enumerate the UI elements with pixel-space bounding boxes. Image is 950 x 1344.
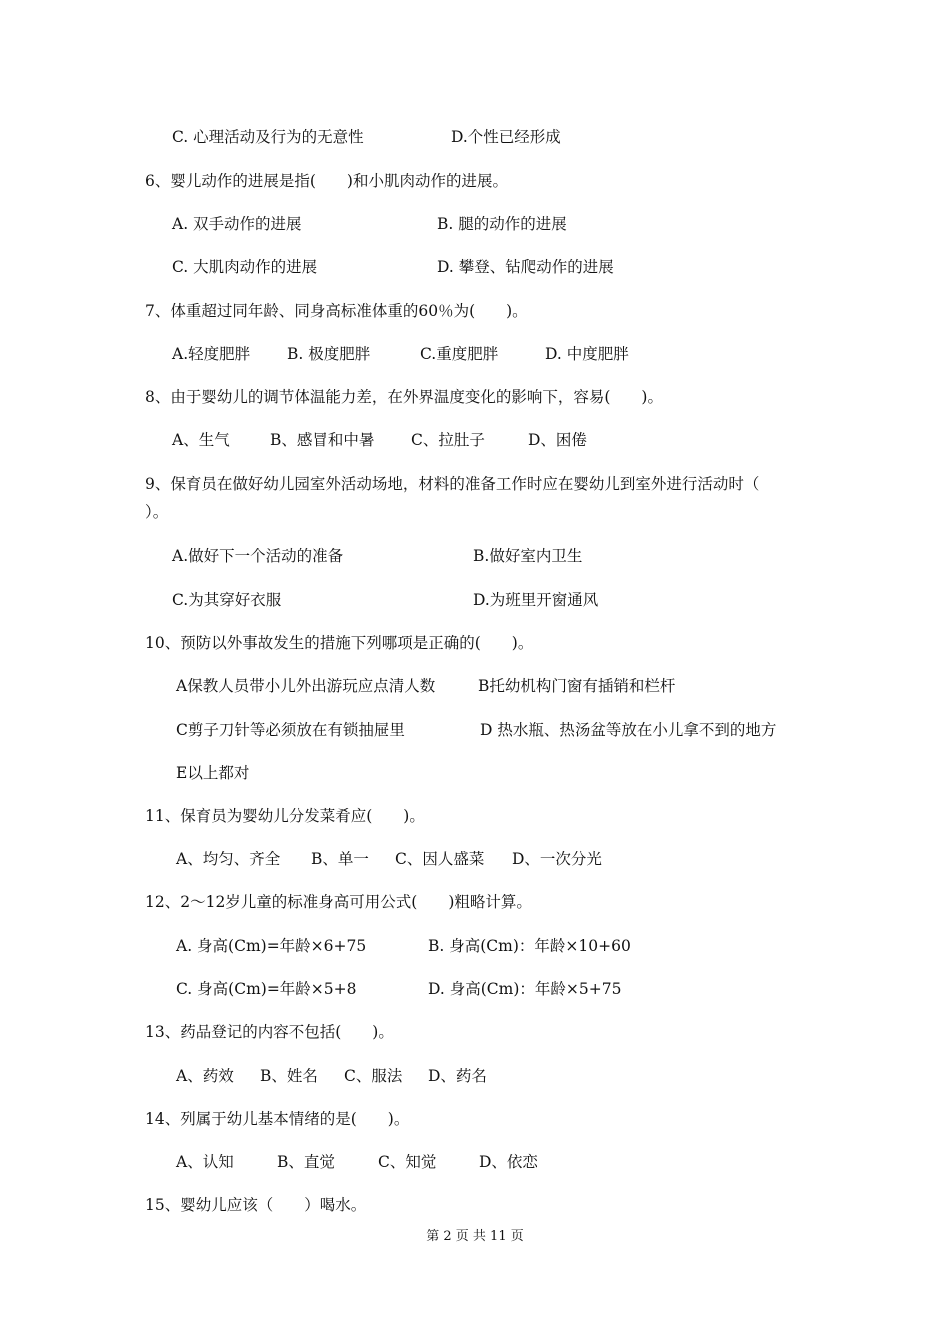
- question-8: 8、由于婴幼儿的调节体温能力差，在外界温度变化的影响下，容易( )。: [145, 388, 663, 406]
- option-a: A. 身高(Cm)=年龄×6+75: [176, 937, 367, 955]
- option-c: C. 心理活动及行为的无意性: [172, 128, 364, 146]
- question-15: 15、婴幼儿应该（ ）喝水。: [145, 1196, 367, 1214]
- option-d: D.个性已经形成: [451, 128, 561, 146]
- option-c: C剪子刀针等必须放在有锁抽屉里: [176, 721, 405, 739]
- question-13: 13、药品登记的内容不包括( )。: [145, 1023, 394, 1041]
- question-9: 9、保育员在做好幼儿园室外活动场地，材料的准备工作时应在婴幼儿到室外进行活动时（: [145, 475, 760, 493]
- option-c: C、拉肚子: [411, 431, 485, 449]
- option-a: A. 双手动作的进展: [172, 215, 302, 233]
- option-d: D.为班里开窗通风: [473, 591, 599, 609]
- option-d: D 热水瓶、热汤盆等放在小儿拿不到的地方: [480, 721, 777, 739]
- question-11: 11、保育员为婴幼儿分发菜肴应( )。: [145, 807, 425, 825]
- option-d: D、一次分光: [512, 850, 602, 868]
- option-c: C、知觉: [378, 1153, 437, 1171]
- option-a: A保教人员带小儿外出游玩应点清人数: [176, 677, 436, 695]
- question-14: 14、列属于幼儿基本情绪的是( )。: [145, 1110, 410, 1128]
- option-b: B.做好室内卫生: [473, 547, 583, 565]
- question-7: 7、体重超过同年龄、同身高标准体重的60％为( )。: [145, 302, 528, 320]
- option-c: C.重度肥胖: [420, 345, 499, 363]
- question-12: 12、2～12岁儿童的标准身高可用公式( )粗略计算。: [145, 893, 532, 911]
- option-d: D. 中度肥胖: [545, 345, 629, 363]
- option-e: E以上都对: [176, 764, 250, 782]
- option-c: C、因人盛菜: [395, 850, 485, 868]
- option-b: B. 腿的动作的进展: [437, 215, 567, 233]
- option-c: C.为其穿好衣服: [172, 591, 282, 609]
- option-a: A、认知: [176, 1153, 234, 1171]
- option-c: C、服法: [344, 1067, 403, 1085]
- option-b: B、感冒和中暑: [270, 431, 375, 449]
- option-a: A.轻度肥胖: [172, 345, 251, 363]
- option-d: D. 身高(Cm)：年龄×5+75: [428, 980, 622, 998]
- option-a: A、均匀、齐全: [176, 850, 281, 868]
- option-d: D、依恋: [479, 1153, 538, 1171]
- option-b: B、直觉: [277, 1153, 335, 1171]
- question-9-continued: ）。: [145, 503, 169, 521]
- option-b: B. 身高(Cm)：年龄×10+60: [428, 937, 631, 955]
- option-c: C. 身高(Cm)=年龄×5+8: [176, 980, 357, 998]
- option-d: D、困倦: [528, 431, 587, 449]
- option-a: A、生气: [172, 431, 230, 449]
- option-b: B、单一: [311, 850, 369, 868]
- option-d: D. 攀登、钻爬动作的进展: [437, 258, 614, 276]
- option-b: B. 极度肥胖: [287, 345, 371, 363]
- question-6: 6、婴儿动作的进展是指( )和小肌肉动作的进展。: [145, 172, 508, 190]
- question-10: 10、预防以外事故发生的措施下列哪项是正确的( )。: [145, 634, 534, 652]
- page-footer: 第 2 页 共 11 页: [426, 1229, 524, 1244]
- option-b: B、姓名: [260, 1067, 318, 1085]
- option-c: C. 大肌肉动作的进展: [172, 258, 318, 276]
- option-b: B托幼机构门窗有插销和栏杆: [478, 677, 676, 695]
- option-a: A、药效: [176, 1067, 234, 1085]
- option-d: D、药名: [428, 1067, 487, 1085]
- option-a: A.做好下一个活动的准备: [172, 547, 344, 565]
